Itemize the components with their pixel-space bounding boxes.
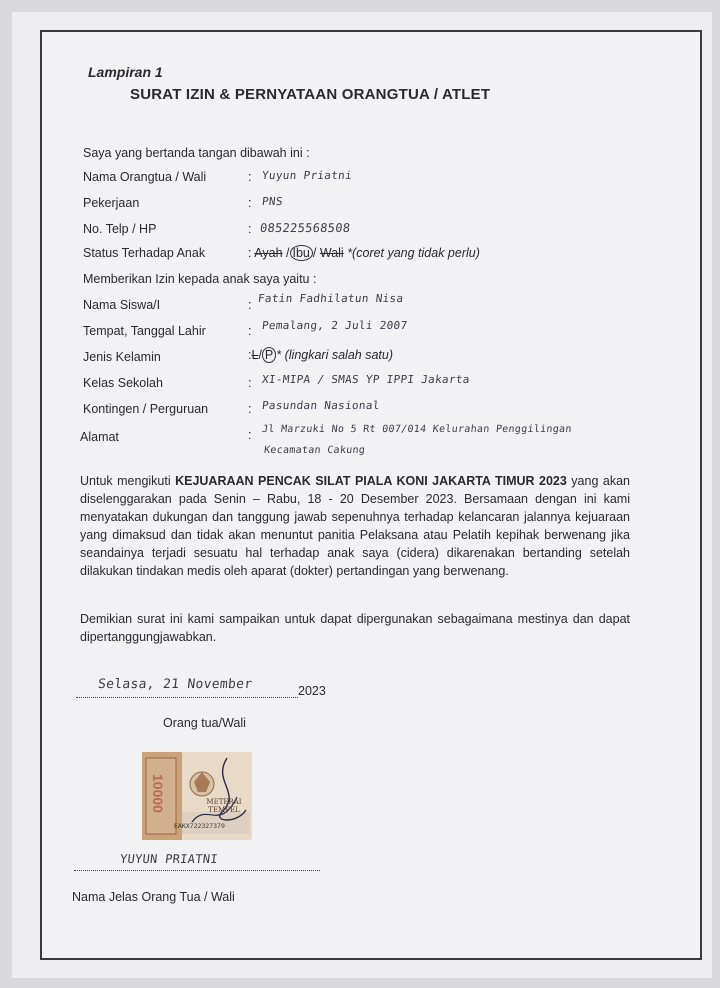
name-line [74, 852, 320, 872]
colon: : [248, 428, 252, 442]
date-handwritten: Selasa, 21 November [97, 677, 254, 692]
p1-prefix: Untuk mengikuti [80, 474, 176, 488]
signer-role: Orang tua/Wali [163, 716, 246, 730]
colon: : [248, 298, 252, 312]
phone-label: No. Telp / HP [83, 222, 157, 236]
name-dotted-line [74, 870, 320, 871]
phone-value: 085225568508 [259, 221, 352, 235]
status-ayah: Ayah [254, 246, 283, 260]
status-note: *(coret yang tidak perlu) [347, 246, 480, 260]
stamp-code: EAKX722327379 [174, 822, 225, 830]
gender-options: :L/ P * (lingkari salah satu) [248, 348, 393, 362]
date-year: 2023 [298, 684, 326, 698]
body-paragraph-1 [80, 472, 630, 580]
contingent-value: Pasundan Nasional [261, 399, 381, 412]
date-dotted-line [76, 697, 298, 698]
name-label: Nama Jelas Orang Tua / Wali [72, 890, 235, 904]
colon: : [248, 196, 252, 210]
colon: : [248, 376, 252, 390]
document-title: SURAT IZIN & PERNYATAAN ORANGTUA / ATLET [130, 86, 491, 103]
class-value: XI-MIPA / SMAS YP IPPI Jakarta [261, 373, 471, 386]
gender-l: L [251, 348, 259, 362]
attachment-label: Lampiran 1 [88, 64, 163, 80]
revenue-stamp [142, 752, 252, 840]
contingent-label: Kontingen / Perguruan [83, 402, 209, 416]
birth-value: Pemalang, 2 Juli 2007 [261, 319, 409, 332]
parent-name-value: Yuyun Priatni [261, 169, 353, 182]
parent-name-label: Nama Orangtua / Wali [83, 170, 207, 184]
gender-label: Jenis Kelamin [83, 350, 161, 364]
p1-rest: yang akan diselenggarakan pada Senin – Rabu, 18 - 20 Desember 2023. Bersamaan dengan ini kami menyatakan dukungan dan tanggung jawab sepenuhnya terhadap kelancaran jalannya kejuaraan yang dimaksud dan tidak akan menuntut panitia Pelaksana atau Pelatih kepihak berwenang jika seandainya terjadi sesuatu hal terhadap anak saya (cidera) dikarenakan bertanding setelah dilakukan tindakan medis oleh aparat (dokter) pertandingan yang berwenang. [80, 474, 630, 578]
gender-note: * (lingkari salah satu) [276, 348, 393, 362]
permission-intro: Memberikan Izin kepada anak saya yaitu : [83, 272, 317, 286]
address-line2: Kecamatan Cakung [263, 445, 366, 456]
class-label: Kelas Sekolah [83, 376, 163, 390]
colon: : [248, 170, 252, 184]
colon: : [248, 402, 252, 416]
job-value: PNS [261, 195, 284, 208]
colon: : [248, 324, 252, 338]
intro-text: Saya yang bertanda tangan dibawah ini : [83, 146, 310, 160]
gender-p: P [262, 347, 276, 363]
name-handwritten: YUYUN PRIATNI [119, 852, 219, 866]
status-ibu: Ibu [290, 245, 313, 261]
stamp-value: 10000 [150, 774, 166, 813]
address-label: Alamat [80, 430, 119, 444]
student-name-value: Fatin Fadhilatun Nisa [257, 292, 405, 305]
stamp-text: METERAI TEMPEL [206, 798, 242, 814]
date-line [76, 677, 298, 699]
status-label: Status Terhadap Anak [83, 246, 206, 260]
event-name: KEJUARAAN PENCAK SILAT PIALA KONI JAKARTA TIMUR 2023 [175, 474, 567, 488]
job-label: Pekerjaan [83, 196, 140, 210]
student-name-label: Nama Siswa/I [83, 298, 161, 312]
body-paragraph-2: Demikian surat ini kami sampaikan untuk dapat dipergunakan sebagaimana mestinya dan dapat dipertanggungjawabkan. [80, 612, 630, 644]
address-line1: Jl Marzuki No 5 Rt 007/014 Kelurahan Penggilingan [261, 424, 573, 435]
colon: : [248, 222, 252, 236]
status-wali: Wali [319, 246, 344, 260]
birth-label: Tempat, Tanggal Lahir [83, 324, 206, 338]
status-options: : Ayah / Ibu / Wali *(coret yang tidak perlu) [248, 246, 480, 260]
